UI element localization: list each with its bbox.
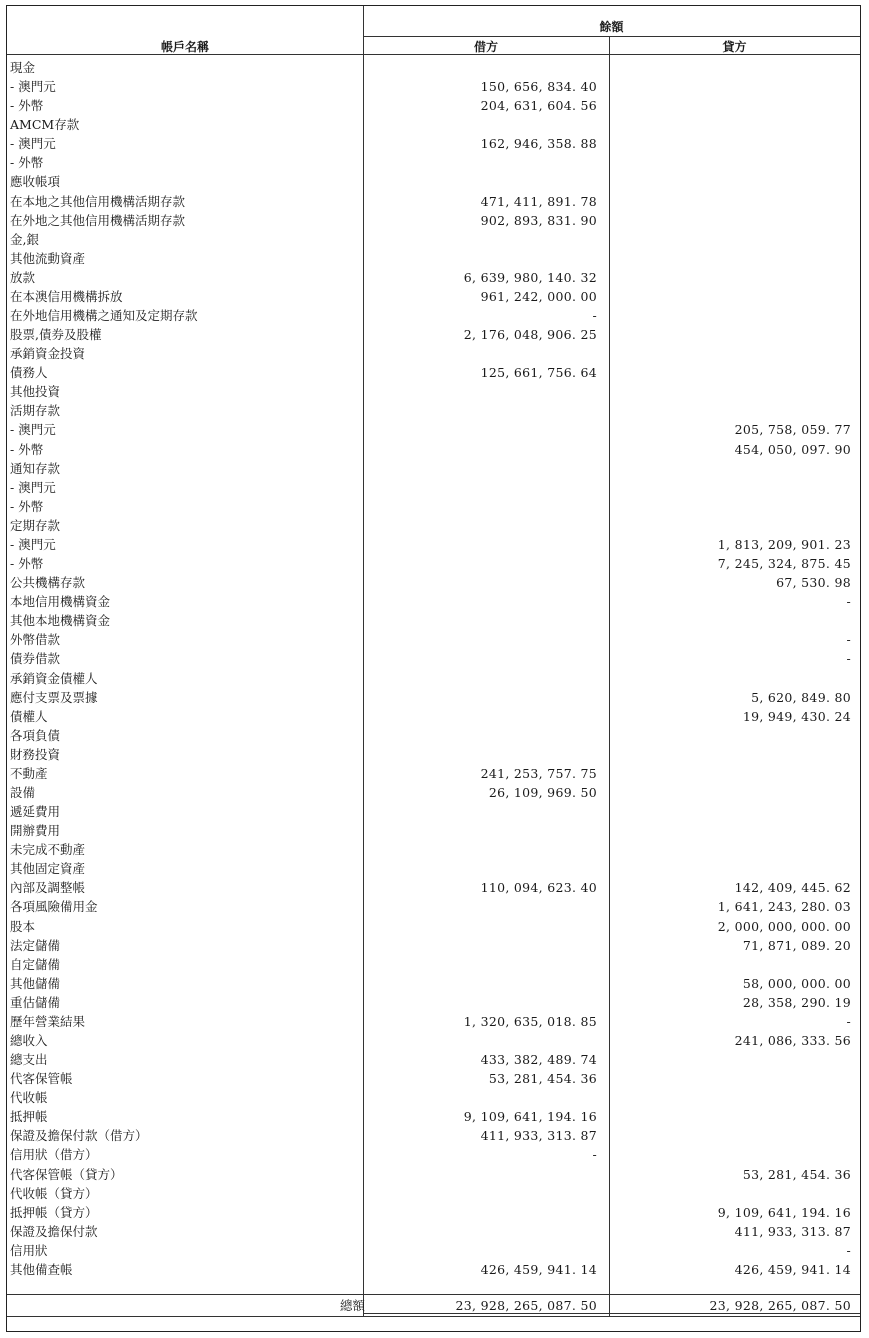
- table-row: [7, 936, 860, 955]
- credit-cell: 58, 000, 000. 00: [742, 975, 851, 991]
- account-name-cell: 自定儲備: [10, 956, 61, 972]
- table-row: [7, 1031, 860, 1050]
- account-name-cell: 總收入: [10, 1032, 48, 1048]
- debit-cell: 26, 109, 969. 50: [488, 784, 597, 800]
- debit-cell: 204, 631, 604. 56: [480, 98, 597, 114]
- account-name-cell: 承銷資金債權人: [10, 670, 98, 686]
- debit-cell: 53, 281, 454. 36: [488, 1071, 597, 1087]
- table-row: [7, 58, 860, 77]
- debit-cell: 411, 933, 313. 87: [480, 1128, 597, 1144]
- table-row: [7, 306, 860, 325]
- table-row: [7, 497, 860, 516]
- account-name-cell: 其他流動資產: [10, 250, 86, 266]
- table-row: [7, 1088, 860, 1107]
- debit-cell: 241, 253, 757. 75: [480, 765, 597, 781]
- account-name-cell: 在外地信用機構之通知及定期存款: [10, 308, 198, 324]
- table-row: [7, 688, 860, 707]
- total-label: 總額: [339, 1298, 365, 1313]
- account-name-cell: 遞延費用: [10, 804, 61, 820]
- credit-cell: 454, 050, 097. 90: [734, 441, 851, 457]
- table-row: [7, 478, 860, 497]
- account-name-cell: - 澳門元: [10, 79, 56, 95]
- account-name-cell: 其他本地機構資金: [10, 613, 111, 629]
- debit-cell: 426, 459, 941. 14: [480, 1261, 597, 1277]
- table-row: [7, 783, 860, 802]
- header-debit: 借方: [473, 40, 498, 54]
- account-name-cell: 代客保管帳（貸方）: [10, 1166, 123, 1182]
- credit-cell: 7, 245, 324, 875. 45: [717, 556, 851, 572]
- credit-cell: 241, 086, 333. 56: [734, 1032, 851, 1048]
- account-name-cell: 總支出: [10, 1052, 48, 1068]
- credit-cell: -: [846, 632, 851, 648]
- table-row: [7, 554, 860, 573]
- account-name-cell: - 澳門元: [10, 422, 56, 438]
- account-name-cell: 財務投資: [10, 746, 61, 762]
- account-name-cell: 信用狀: [10, 1242, 48, 1258]
- account-name-cell: - 外幣: [10, 556, 44, 572]
- table-row: [7, 230, 860, 249]
- account-name-cell: 在本地之其他信用機構活期存款: [10, 193, 186, 209]
- credit-cell: 411, 933, 313. 87: [734, 1223, 851, 1239]
- credit-cell: 426, 459, 941. 14: [734, 1261, 851, 1277]
- account-name-cell: 公共機構存款: [10, 575, 86, 591]
- credit-cell: -: [846, 651, 851, 667]
- table-row: [7, 1069, 860, 1088]
- table-row: [7, 211, 860, 230]
- credit-cell: 67, 530. 98: [776, 575, 851, 591]
- account-name-cell: - 澳門元: [10, 479, 56, 495]
- account-name-cell: - 澳門元: [10, 536, 56, 552]
- table-row: [7, 630, 860, 649]
- credit-cell: -: [846, 1013, 851, 1029]
- table-row: [7, 440, 860, 459]
- account-name-cell: 抵押帳: [10, 1109, 48, 1125]
- account-name-cell: 其他儲備: [10, 975, 61, 991]
- debit-cell: 1, 320, 635, 018. 85: [463, 1013, 597, 1029]
- debit-cell: 6, 639, 980, 140. 32: [463, 269, 597, 285]
- table-row: [7, 459, 860, 478]
- table-row: [7, 821, 860, 840]
- trial-balance-table: [6, 5, 861, 1332]
- account-name-cell: 抵押帳（貸方）: [10, 1204, 98, 1220]
- account-name-cell: 在外地之其他信用機構活期存款: [10, 212, 186, 228]
- account-name-cell: 在本澳信用機構拆放: [10, 288, 123, 304]
- table-row: [7, 993, 860, 1012]
- body-bottom-rule: [7, 1294, 860, 1295]
- account-name-cell: 代客保管帳: [10, 1071, 73, 1087]
- table-row: [7, 726, 860, 745]
- table-row: [7, 77, 860, 96]
- account-name-cell: 不動產: [10, 765, 48, 781]
- total-row: [7, 1296, 860, 1316]
- account-name-cell: 承銷資金投資: [10, 346, 86, 362]
- account-name-cell: 保證及擔保付款: [10, 1223, 98, 1239]
- table-row: [7, 1012, 860, 1031]
- total-credit: 23, 928, 265, 087. 50: [709, 1298, 851, 1313]
- credit-cell: 19, 949, 430. 24: [742, 708, 851, 724]
- account-name-cell: 債權人: [10, 708, 48, 724]
- credit-cell: 2, 000, 000, 000. 00: [717, 918, 851, 934]
- credit-cell: 142, 409, 445. 62: [734, 880, 851, 896]
- account-name-cell: 信用狀（借方）: [10, 1147, 98, 1163]
- debit-cell: 9, 109, 641, 194. 16: [463, 1109, 597, 1125]
- account-name-cell: 其他備查帳: [10, 1261, 73, 1277]
- table-row: [7, 134, 860, 153]
- credit-cell: -: [846, 594, 851, 610]
- table-row: [7, 592, 860, 611]
- table-row: [7, 859, 860, 878]
- account-name-cell: 其他投資: [10, 384, 61, 400]
- credit-cell: 1, 813, 209, 901. 23: [717, 536, 851, 552]
- table-row: [7, 1145, 860, 1164]
- credit-cell: -: [846, 1242, 851, 1258]
- header-rule-group: [363, 36, 860, 37]
- account-name-cell: 保證及擔保付款（借方）: [10, 1128, 148, 1144]
- table-row: [7, 955, 860, 974]
- header-credit: 貸方: [722, 40, 747, 54]
- account-name-cell: 應付支票及票據: [10, 689, 98, 705]
- account-name-cell: - 外幣: [10, 98, 44, 114]
- table-row: [7, 573, 860, 592]
- account-name-cell: 代收帳（貸方）: [10, 1185, 98, 1201]
- table-row: [7, 611, 860, 630]
- account-name-cell: 設備: [10, 784, 36, 800]
- table-row: [7, 840, 860, 859]
- account-name-cell: 通知存款: [10, 460, 61, 476]
- debit-cell: 902, 893, 831. 90: [480, 212, 597, 228]
- account-name-cell: 其他固定資產: [10, 861, 86, 877]
- table-row: [7, 745, 860, 764]
- table-row: [7, 249, 860, 268]
- table-row: [7, 802, 860, 821]
- account-name-cell: 現金: [10, 60, 36, 75]
- table-row: [7, 974, 860, 993]
- credit-cell: 5, 620, 849. 80: [751, 689, 851, 705]
- table-row: [7, 382, 860, 401]
- table-row: [7, 516, 860, 535]
- table-row: [7, 669, 860, 688]
- debit-cell: -: [592, 1147, 597, 1163]
- table-row: [7, 1260, 860, 1279]
- account-name-cell: 債券借款: [10, 651, 61, 667]
- table-body: [7, 58, 860, 1279]
- table-row: [7, 96, 860, 115]
- account-name-cell: AMCM存款: [10, 117, 80, 133]
- credit-cell: 71, 871, 089. 20: [742, 937, 851, 953]
- account-name-cell: 金,銀: [10, 231, 39, 247]
- table-row: [7, 1165, 860, 1184]
- account-name-cell: 應收帳項: [10, 174, 61, 190]
- account-name-cell: 各項風險備用金: [10, 899, 98, 915]
- debit-cell: -: [592, 308, 597, 324]
- table-bottom-rule: [7, 1316, 860, 1317]
- table-row: [7, 1203, 860, 1222]
- account-name-cell: 放款: [10, 269, 36, 285]
- table-row: [7, 1126, 860, 1145]
- credit-cell: 9, 109, 641, 194. 16: [717, 1204, 851, 1220]
- table-row: [7, 420, 860, 439]
- account-name-cell: - 外幣: [10, 498, 44, 514]
- debit-cell: 150, 656, 834. 40: [480, 79, 597, 95]
- account-name-cell: 未完成不動產: [10, 842, 86, 858]
- table-row: [7, 287, 860, 306]
- account-name-cell: 法定儲備: [10, 937, 61, 953]
- table-row: [7, 1184, 860, 1203]
- table-row: [7, 897, 860, 916]
- header-balance: 餘額: [599, 20, 624, 34]
- table-row: [7, 1222, 860, 1241]
- table-row: [7, 363, 860, 382]
- table-row: [7, 325, 860, 344]
- table-row: [7, 192, 860, 211]
- account-name-cell: 股本: [10, 918, 36, 934]
- table-row: [7, 344, 860, 363]
- table-row: [7, 707, 860, 726]
- account-name-cell: 活期存款: [10, 403, 61, 419]
- table-row: [7, 401, 860, 420]
- debit-cell: 110, 094, 623. 40: [480, 880, 597, 896]
- account-name-cell: 歷年營業結果: [10, 1013, 86, 1029]
- table-row: [7, 1050, 860, 1069]
- account-name-cell: - 外幣: [10, 155, 44, 171]
- table-row: [7, 878, 860, 897]
- table-row: [7, 764, 860, 783]
- debit-cell: 961, 242, 000. 00: [480, 288, 597, 304]
- account-name-cell: 重估儲備: [10, 994, 61, 1010]
- total-debit: 23, 928, 265, 087. 50: [455, 1298, 597, 1313]
- table-row: [7, 1241, 860, 1260]
- table-row: [7, 917, 860, 936]
- credit-cell: 53, 281, 454. 36: [742, 1166, 851, 1182]
- account-name-cell: 代收帳: [10, 1090, 48, 1106]
- account-name-cell: 股票,債券及股權: [10, 327, 102, 343]
- table-row: [7, 268, 860, 287]
- debit-cell: 125, 661, 756. 64: [480, 365, 597, 381]
- account-name-cell: 各項負債: [10, 727, 61, 743]
- account-name-cell: 內部及調整帳: [10, 880, 86, 896]
- header-account-name: 帳戶名稱: [160, 40, 209, 54]
- table-row: [7, 153, 860, 172]
- account-name-cell: - 外幣: [10, 441, 44, 457]
- debit-cell: 433, 382, 489. 74: [480, 1052, 597, 1068]
- debit-cell: 471, 411, 891. 78: [480, 193, 597, 209]
- credit-cell: 1, 641, 243, 280. 03: [717, 899, 851, 915]
- account-name-cell: 債務人: [10, 365, 48, 381]
- account-name-cell: 本地信用機構資金: [10, 594, 111, 610]
- debit-cell: 2, 176, 048, 906. 25: [463, 327, 597, 343]
- account-name-cell: 定期存款: [10, 517, 61, 533]
- table-row: [7, 535, 860, 554]
- credit-cell: 205, 758, 059. 77: [734, 422, 851, 438]
- table-row: [7, 1107, 860, 1126]
- table-row: [7, 172, 860, 191]
- credit-cell: 28, 358, 290. 19: [742, 994, 851, 1010]
- table-row: [7, 115, 860, 134]
- debit-cell: 162, 946, 358. 88: [480, 136, 597, 152]
- account-name-cell: - 澳門元: [10, 136, 56, 152]
- table-row: [7, 649, 860, 668]
- account-name-cell: 開辦費用: [10, 823, 61, 839]
- account-name-cell: 外幣借款: [10, 632, 61, 648]
